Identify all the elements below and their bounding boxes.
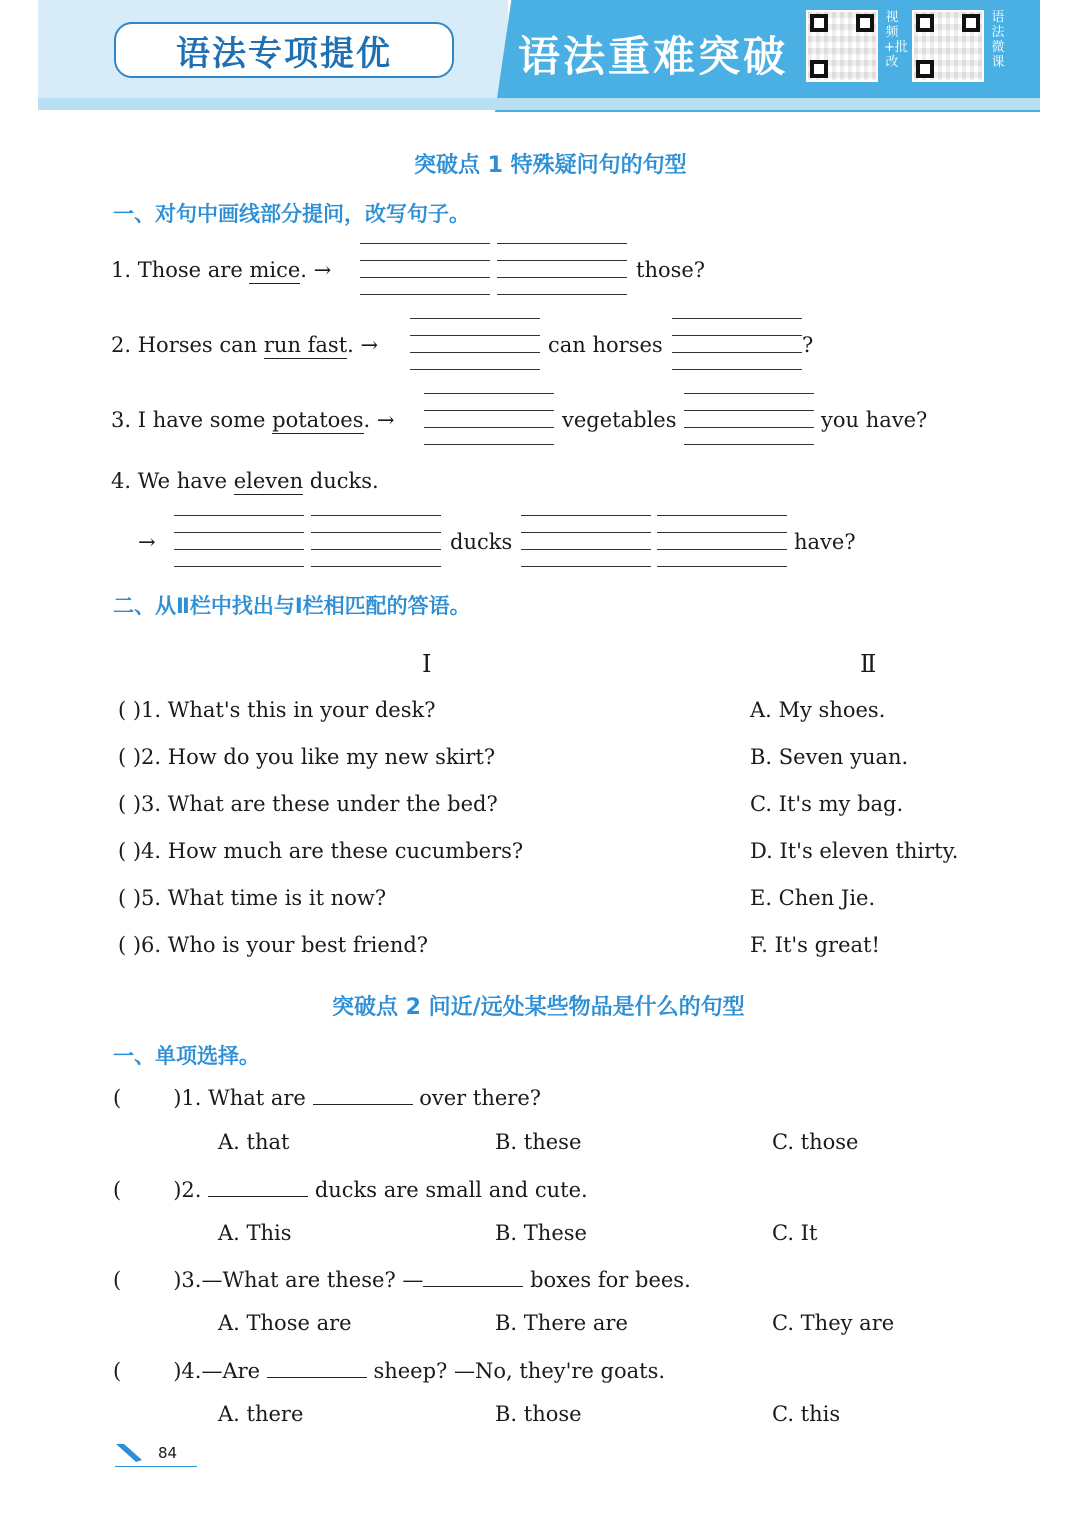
column-2-header: Ⅱ <box>860 650 877 678</box>
answer-blank[interactable] <box>410 318 540 386</box>
item-end-text: have? <box>794 530 856 554</box>
item-text: . → <box>300 258 332 282</box>
answer-blank[interactable] <box>267 1357 367 1378</box>
item-number: 2. <box>111 333 132 357</box>
answer-blank[interactable] <box>313 1084 413 1105</box>
arrow-icon: → <box>138 530 156 554</box>
item-number: )4. <box>173 1359 202 1383</box>
column-1-header: Ⅰ <box>422 650 432 678</box>
answer-paren[interactable]: ( <box>113 1268 122 1292</box>
footer-rule <box>115 1466 197 1467</box>
option-a[interactable]: A. that <box>218 1130 290 1154</box>
matching-questions <box>118 698 718 980</box>
question-text: sheep? —No, they're goats. <box>373 1359 666 1383</box>
qr-code-icon[interactable] <box>806 10 878 82</box>
question-text: —Are <box>201 1359 261 1383</box>
section2-title: 突破点 2 问近/远处某些物品是什么的句型 <box>332 995 745 1020</box>
part1-title: 一、对句中画线部分提问，改写句子。 <box>113 202 470 226</box>
item-number: )2. <box>173 1178 202 1202</box>
answer-blank[interactable] <box>521 515 651 583</box>
answer-blank[interactable] <box>657 515 787 583</box>
option-a[interactable]: A. This <box>218 1221 292 1245</box>
qr-code-icon[interactable] <box>912 10 984 82</box>
matching-question[interactable]: ( )1. What's this in your desk? <box>118 698 436 722</box>
answer-blank[interactable] <box>311 515 441 583</box>
answer-blank[interactable] <box>423 1266 523 1287</box>
item-text: Horses can <box>137 333 264 357</box>
choice-question-1 <box>113 1084 541 1110</box>
item-number: )1. <box>173 1086 202 1110</box>
item-text: . → <box>363 408 395 432</box>
section1-title: 突破点 1 特殊疑问句的句型 <box>414 153 687 178</box>
underlined-text: run fast <box>263 333 348 357</box>
page-number: 84 <box>158 1444 178 1462</box>
matching-answers <box>750 698 1040 980</box>
matching-question[interactable]: ( )6. Who is your best friend? <box>118 933 429 957</box>
answer-blank[interactable] <box>672 318 802 386</box>
answer-paren[interactable]: ( <box>113 1359 122 1383</box>
option-b[interactable]: B. These <box>495 1221 587 1245</box>
option-a[interactable]: A. there <box>218 1402 304 1426</box>
item-text: I have some <box>137 408 273 432</box>
answer-blank[interactable] <box>497 243 627 311</box>
matching-answer: E. Chen Jie. <box>750 886 876 910</box>
option-b[interactable]: B. these <box>495 1130 582 1154</box>
matching-question[interactable]: ( )2. How do you like my new skirt? <box>118 745 496 769</box>
matching-answer: A. My shoes. <box>750 698 886 722</box>
answer-paren[interactable]: ( <box>113 1178 122 1202</box>
header-strip <box>38 98 1040 110</box>
answer-blank[interactable] <box>424 393 554 461</box>
option-a[interactable]: A. Those are <box>218 1311 352 1335</box>
part2-title: 二、从Ⅱ栏中找出与Ⅰ栏相匹配的答语。 <box>113 594 471 618</box>
answer-blank[interactable] <box>174 515 304 583</box>
choice-question-4 <box>113 1357 665 1383</box>
question-text: What are <box>208 1086 306 1110</box>
question-text: boxes for bees. <box>530 1268 691 1292</box>
header-right-title: 语法重难突破 <box>518 32 789 81</box>
matching-question[interactable]: ( )4. How much are these cucumbers? <box>118 839 524 863</box>
item-text: Those are <box>137 258 250 282</box>
item-text: ducks. <box>303 469 379 493</box>
item-mid-text: can horses <box>548 333 663 357</box>
item-mid-text: ducks <box>450 530 513 554</box>
underlined-text: eleven <box>233 469 304 493</box>
question-text: ducks are small and cute. <box>314 1178 588 1202</box>
choice-question-2 <box>113 1176 588 1202</box>
answer-blank[interactable] <box>684 393 814 461</box>
item-mid-text: vegetables <box>562 408 677 432</box>
option-c[interactable]: C. They are <box>772 1311 895 1335</box>
pencil-icon <box>114 1442 144 1464</box>
item-end-text: you have? <box>821 408 928 432</box>
header-left-label: 语法专项提优 <box>114 22 454 78</box>
item-number: 4. <box>111 469 132 493</box>
section2-part1-title: 一、单项选择。 <box>113 1044 260 1068</box>
item-end-text: ? <box>802 333 814 357</box>
option-c[interactable]: C. It <box>772 1221 818 1245</box>
answer-blank[interactable] <box>360 243 490 311</box>
rewrite-item-4 <box>111 469 379 493</box>
qr-label-lesson: 语法微课 <box>991 10 1005 70</box>
item-end-text: those? <box>636 258 706 282</box>
underlined-text: potatoes <box>272 408 364 432</box>
rewrite-item-2 <box>111 333 378 357</box>
item-number: 3. <box>111 408 132 432</box>
option-c[interactable]: C. this <box>772 1402 841 1426</box>
matching-question[interactable]: ( )3. What are these under the bed? <box>118 792 498 816</box>
qr-label-video: 视频+批改 <box>884 10 908 70</box>
item-number: 1. <box>111 258 132 282</box>
matching-answer: C. It's my bag. <box>750 792 904 816</box>
item-text: We have <box>137 469 234 493</box>
question-text: over there? <box>419 1086 541 1110</box>
item-text: . → <box>347 333 379 357</box>
option-b[interactable]: B. those <box>495 1402 582 1426</box>
matching-question[interactable]: ( )5. What time is it now? <box>118 886 387 910</box>
matching-answer: F. It's great! <box>750 933 880 957</box>
option-c[interactable]: C. those <box>772 1130 859 1154</box>
rewrite-item-1 <box>111 258 331 282</box>
underlined-text: mice <box>249 258 301 282</box>
matching-answer: B. Seven yuan. <box>750 745 909 769</box>
answer-paren[interactable]: ( <box>113 1086 122 1110</box>
matching-answer: D. It's eleven thirty. <box>750 839 959 863</box>
item-number: )3. <box>173 1268 202 1292</box>
option-b[interactable]: B. There are <box>495 1311 628 1335</box>
answer-blank[interactable] <box>208 1176 308 1197</box>
choice-question-3 <box>113 1266 691 1292</box>
rewrite-item-3 <box>111 408 394 432</box>
question-text: —What are these? — <box>201 1268 424 1292</box>
